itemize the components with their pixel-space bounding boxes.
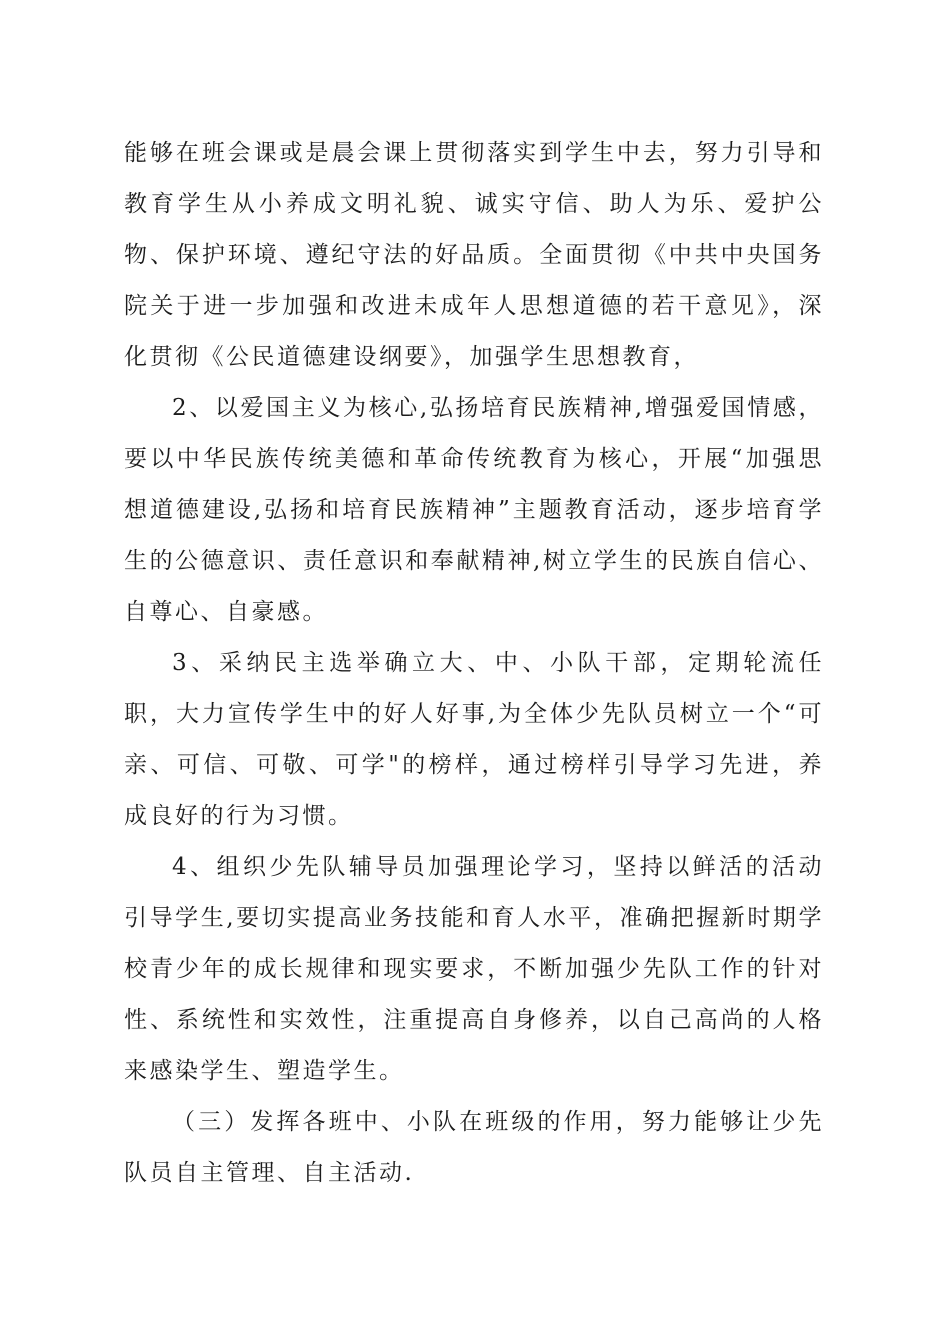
paragraph-item-3: 3、采纳民主选举确立大、中、小队干部，定期轮流任职，大力宣传学生中的好人好事,为全体少先队员树立一个“可亲、可信、可敬、可学"的榜样，通过榜样引导学习先进，养成良好的行为习惯。 [124, 650, 824, 829]
paragraph-item-4: 4、组织少先队辅导员加强理论学习，坚持以鲜活的活动引导学生,要切实提高业务技能和育人水平，准确把握新时期学校青少年的成长规律和现实要求，不断加强少先队工作的针对性、系统性和实效性，注重提高自身修养，以自己高尚的人格来感染学生、塑造学生。 [124, 854, 824, 1084]
paragraph-item-2: 2、以爱国主义为核心,弘扬培育民族精神,增强爱国情感，要以中华民族传统美德和革命传统教育为核心，开展“加强思想道德建设,弘扬和培育民族精神”主题教育活动，逐步培育学生的公德意识、责任意识和奉献精神,树立学生的民族自信心、自尊心、自豪感。 [124, 395, 824, 625]
paragraph-section-3: （三）发挥各班中、小队在班级的作用，努力能够让少先队员自主管理、自主活动. [124, 1109, 824, 1186]
document-body [124, 128, 824, 1199]
paragraph-continuation: 能够在班会课或是晨会课上贯彻落实到学生中去，努力引导和教育学生从小养成文明礼貌、诚实守信、助人为乐、爱护公物、保护环境、遵纪守法的好品质。全面贯彻《中共中央国务院关于进一步加强和改进未成年人思想道德的若干意见》，深化贯彻《公民道德建设纲要》，加强学生思想教育， [124, 140, 824, 370]
